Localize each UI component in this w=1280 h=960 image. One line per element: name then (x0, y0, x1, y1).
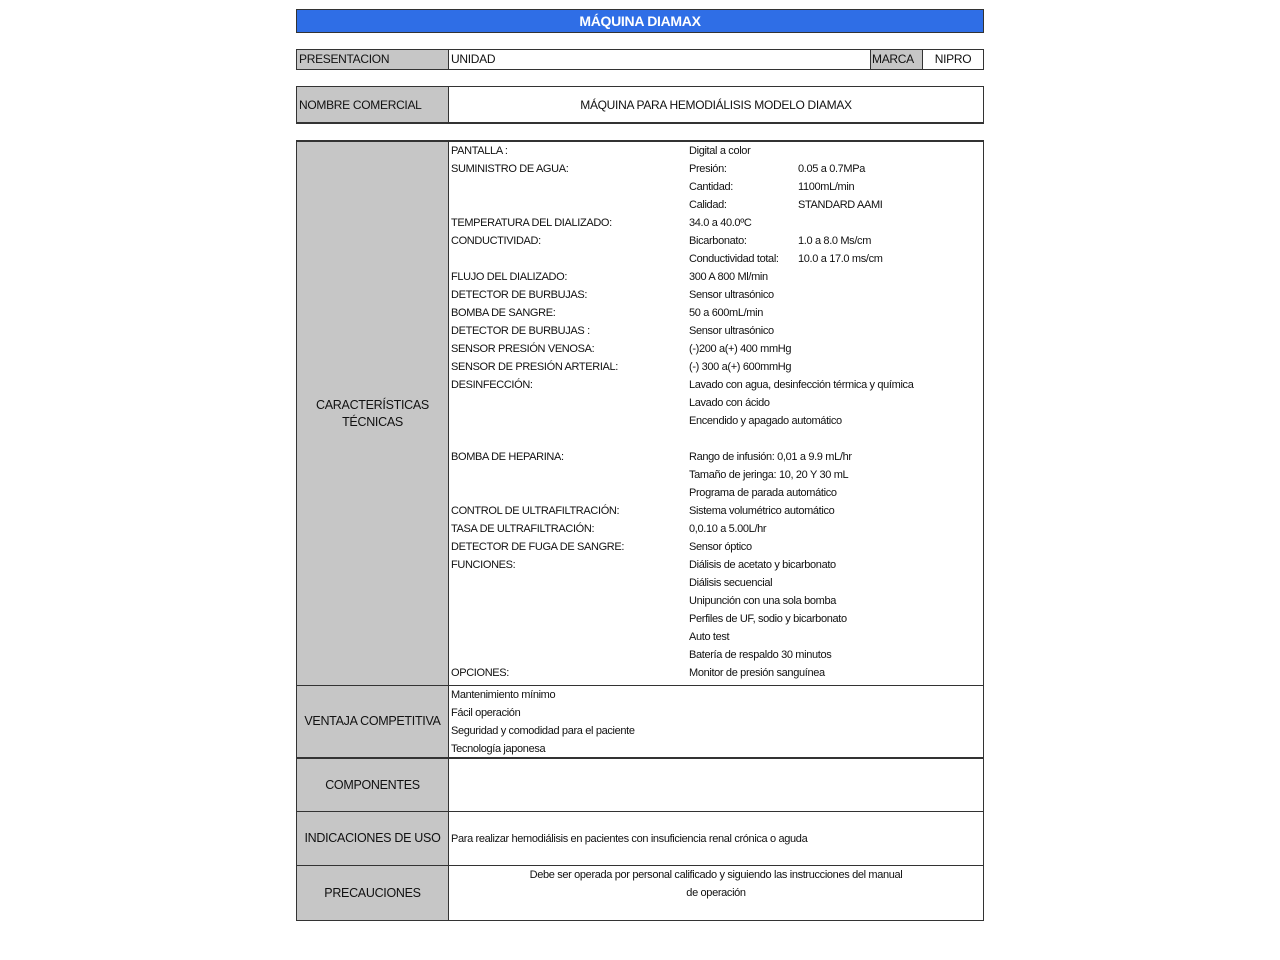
spec-row (449, 484, 983, 502)
spec-key: PANTALLA : (451, 145, 508, 157)
spec-row (449, 610, 983, 628)
usage-value: Para realizar hemodiálisis en pacientes con insuficiencia renal crónica o aguda (451, 832, 808, 845)
advantage-item: Tecnología japonesa (451, 743, 546, 755)
spec-row (449, 232, 983, 250)
spec-key: DETECTOR DE BURBUJAS: (451, 289, 588, 301)
spec-key: BOMBA DE HEPARINA: (451, 451, 564, 463)
spec-value: Sensor óptico (689, 541, 752, 553)
spec-value: Rango de infusión: 0,01 a 9.9 mL/hr (689, 451, 852, 463)
spec-row (449, 592, 983, 610)
spec-row (449, 340, 983, 358)
spec-row (449, 538, 983, 556)
advantage-item: Fácil operación (451, 707, 521, 719)
spec-key: CONTROL DE ULTRAFILTRACIÓN: (451, 505, 620, 517)
spec-detail: 1.0 a 8.0 Ms/cm (798, 235, 872, 247)
spec-row (449, 556, 983, 574)
spec-value: Lavado con agua, desinfección térmica y química (689, 379, 914, 391)
precautions-section (297, 866, 983, 920)
presentation-value: UNIDAD (449, 50, 871, 69)
spec-value: Digital a color (689, 145, 751, 157)
spec-row (449, 646, 983, 664)
usage-section (297, 812, 983, 866)
spec-row (449, 574, 983, 592)
spec-row (449, 214, 983, 232)
spec-value: Bicarbonato: (689, 235, 747, 247)
technical-specs (449, 142, 983, 685)
presentation-row (296, 49, 984, 70)
spec-row (449, 664, 983, 682)
spec-value: Diálisis de acetato y bicarbonato (689, 559, 836, 571)
spec-detail: 0.05 a 0.7MPa (798, 163, 865, 175)
technical-label: CARACTERÍSTICAS TÉCNICAS (297, 142, 449, 685)
spec-key: FLUJO DEL DIALIZADO: (451, 271, 568, 283)
spec-value: Programa de parada automático (689, 487, 837, 499)
technical-section (297, 142, 983, 686)
components-label: COMPONENTES (297, 759, 449, 811)
spec-key: FUNCIONES: (451, 559, 516, 571)
spec-value: Sensor ultrasónico (689, 289, 774, 301)
precautions-label: PRECAUCIONES (297, 866, 449, 920)
spec-value: (-) 300 a(+) 600mmHg (689, 361, 792, 373)
spec-row (449, 394, 983, 412)
spec-detail: STANDARD AAMI (798, 199, 883, 211)
spec-value: Batería de respaldo 30 minutos (689, 649, 832, 661)
spec-value: Monitor de presión sanguínea (689, 667, 825, 679)
spec-detail: 1100mL/min (798, 181, 855, 193)
spec-value: Cantidad: (689, 181, 733, 193)
product-sheet (296, 0, 984, 960)
spec-value: Lavado con ácido (689, 397, 770, 409)
components-section (297, 758, 983, 812)
spec-key: SENSOR PRESIÓN VENOSA: (451, 343, 595, 355)
spec-key: SENSOR DE PRESIÓN ARTERIAL: (451, 361, 619, 373)
spec-key: OPCIONES: (451, 667, 509, 679)
spec-row (449, 502, 983, 520)
precautions-value (449, 866, 983, 920)
advantage-item: Mantenimiento mínimo (451, 689, 556, 701)
spec-value: Calidad: (689, 199, 727, 211)
spec-value: (-)200 a(+) 400 mmHg (689, 343, 792, 355)
spec-key: CONDUCTIVIDAD: (451, 235, 541, 247)
spec-key: DETECTOR DE BURBUJAS : (451, 325, 590, 337)
components-value (449, 759, 983, 811)
spec-key: TEMPERATURA DEL DIALIZADO: (451, 217, 612, 229)
spec-row (449, 196, 983, 214)
spec-value: Auto test (689, 631, 730, 643)
spec-row (449, 268, 983, 286)
spec-value: Sensor ultrasónico (689, 325, 774, 337)
spec-value: Sistema volumétrico automático (689, 505, 835, 517)
spec-value: 50 a 600mL/min (689, 307, 763, 319)
spec-row (449, 448, 983, 466)
trade-name-value: MÁQUINA PARA HEMODIÁLISIS MODELO DIAMAX (580, 97, 852, 112)
spec-value: Encendido y apagado automático (689, 415, 842, 427)
spec-row (449, 466, 983, 484)
precautions-line-2: de operación (686, 887, 746, 899)
spec-row (449, 628, 983, 646)
spec-row (449, 304, 983, 322)
precautions-line-1: Debe ser operada por personal calificado y siguiendo las instrucciones del manual (529, 869, 903, 881)
advantage-list (449, 686, 983, 757)
usage-label: INDICACIONES DE USO (297, 812, 449, 865)
spec-row (449, 286, 983, 304)
spec-key: DESINFECCIÓN: (451, 379, 533, 391)
spec-row (449, 160, 983, 178)
trade-name-label: NOMBRE COMERCIAL (297, 87, 449, 122)
spec-row (449, 250, 983, 268)
spec-row (449, 376, 983, 394)
spec-table (296, 140, 984, 921)
spec-row (449, 142, 983, 160)
spec-row (449, 520, 983, 538)
advantage-label: VENTAJA COMPETITIVA (297, 686, 449, 757)
spec-key: TASA DE ULTRAFILTRACIÓN: (451, 523, 595, 535)
spec-value: Presión: (689, 163, 727, 175)
trade-name-row (296, 86, 984, 124)
spec-value: 34.0 a 40.0ºC (689, 217, 752, 229)
brand-value: NIPRO (934, 52, 972, 66)
spec-row (449, 358, 983, 376)
advantage-item: Seguridad y comodidad para el paciente (451, 725, 635, 737)
presentation-label: PRESENTACION (297, 50, 449, 69)
page-title: MÁQUINA DIAMAX (296, 9, 984, 33)
spec-value: Conductividad total: (689, 253, 779, 265)
spec-key: BOMBA DE SANGRE: (451, 307, 556, 319)
spec-key: SUMINISTRO DE AGUA: (451, 163, 569, 175)
spec-value: Tamaño de jeringa: 10, 20 Y 30 mL (689, 469, 849, 481)
spec-row (449, 322, 983, 340)
spec-row (449, 412, 983, 430)
brand-label: MARCA (871, 50, 923, 69)
advantage-section (297, 686, 983, 758)
spec-value: Perfiles de UF, sodio y bicarbonato (689, 613, 847, 625)
spec-detail: 10.0 a 17.0 ms/cm (798, 253, 883, 265)
spec-row (449, 430, 983, 448)
spec-value: 0,0.10 a 5.00L/hr (689, 523, 767, 535)
spec-value: 300 A 800 Ml/min (689, 271, 768, 283)
spec-key: DETECTOR DE FUGA DE SANGRE: (451, 541, 625, 553)
spec-value: Diálisis secuencial (689, 577, 773, 589)
spec-value: Unipunción con una sola bomba (689, 595, 837, 607)
spec-row (449, 178, 983, 196)
